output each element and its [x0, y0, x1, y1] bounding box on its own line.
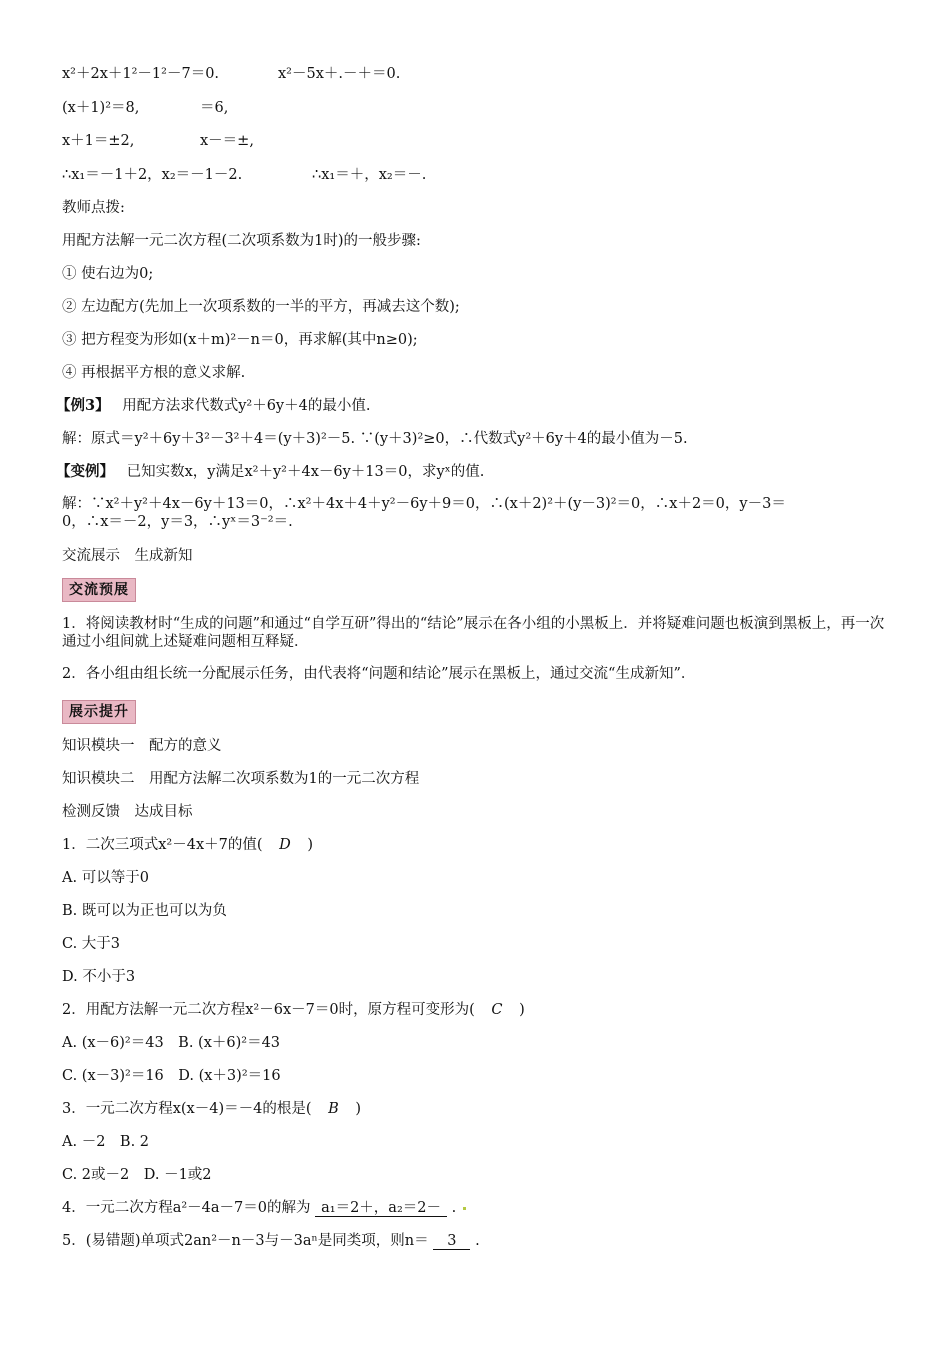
question-2-option-ab: A. (x－6)²＝43 B. (x＋6)²＝43 — [62, 1035, 281, 1051]
question-5-stem: 5．(易错题)单项式2an²－n－3与－3aⁿ是同类项，则n＝ — [62, 1233, 429, 1249]
question-2-stem: 2．用配方法解一元二次方程x²－6x－7＝0时，原方程可变形为( — [62, 1002, 475, 1018]
question-1-option-c: C. 大于3 — [62, 936, 121, 952]
question-2 — [62, 1000, 525, 1020]
question-3 — [62, 1099, 361, 1119]
question-1-option-d: D. 不小于3 — [62, 969, 136, 985]
example-3-solution: 解：原式＝y²＋6y＋3²－3²＋4＝(y＋3)²－5. ∵(y＋3)²≥0，∴代数式y²＋6y＋4的最小值为－5. — [62, 431, 688, 447]
check-heading: 检测反馈 达成目标 — [62, 804, 193, 820]
question-3-close: ) — [355, 1101, 362, 1117]
solution-right-line-4: ∴x₁＝＋，x₂＝－. — [312, 167, 427, 183]
question-5-answer-blank: 3 — [433, 1233, 470, 1250]
exchange-item-2: 2．各小组由组长统一分配展示任务，由代表将“问题和结论”展示在黑板上，通过交流“生成新知”． — [62, 666, 696, 682]
display-banner: 展示提升 — [62, 700, 136, 724]
teacher-heading: 教师点拨: — [62, 200, 125, 216]
question-1 — [62, 835, 313, 855]
question-2-answer: C — [491, 1002, 503, 1018]
question-1-stem: 1．二次三项式x²－4x＋7的值( — [62, 837, 263, 853]
solution-right-line-1: x²－5x＋.－＋＝0. — [278, 66, 401, 82]
example-3-tag: 【例3】 — [56, 397, 110, 414]
solution-left-line-3: x＋1＝±2, — [62, 133, 135, 149]
variant-solution-line-2: 0，∴x＝－2，y＝3，∴yˣ＝3⁻²＝. — [62, 514, 293, 530]
solution-left-line-1: x²＋2x＋1²－1²－7＝0. — [62, 66, 220, 82]
solution-right-line-2: ＝6, — [200, 100, 229, 116]
solution-left-line-2: (x＋1)²＝8, — [62, 100, 140, 116]
question-1-option-a: A. 可以等于0 — [62, 870, 149, 886]
exchange-item-1: 1．将阅读教材时“生成的问题”和通过“自学互研”得出的“结论”展示在各小组的小黑板上．并将疑难问题也板演到黑板上，再一次通过小组间就上述疑难问题相互释疑． — [62, 616, 885, 650]
question-5 — [62, 1231, 480, 1251]
exchange-banner: 交流预展 — [62, 578, 136, 602]
question-1-option-b: B. 既可以为正也可以为负 — [62, 903, 227, 919]
question-4-answer-blank: a₁＝2＋，a₂＝2－ — [315, 1200, 447, 1217]
teacher-step-2: ② 左边配方(先加上一次项系数的一半的平方，再减去这个数); — [62, 299, 460, 315]
teacher-step-4: ④ 再根据平方根的意义求解. — [62, 365, 246, 381]
solution-right-line-3: x－＝±, — [200, 133, 254, 149]
question-1-answer: D — [279, 837, 291, 853]
question-2-close: ) — [519, 1002, 525, 1018]
question-1-close: ) — [307, 837, 314, 853]
variant-question: 已知实数x，y满足x²＋y²＋4x－6y＋13＝0，求yˣ的值. — [126, 464, 485, 480]
question-3-answer: B — [328, 1101, 339, 1117]
marker-dot — [463, 1207, 466, 1210]
question-3-option-cd: C. 2或－2 D. －1或2 — [62, 1167, 212, 1183]
question-4 — [62, 1198, 466, 1218]
variant-solution-line-1: 解：∵x²＋y²＋4x－6y＋13＝0，∴x²＋4x＋4＋y²－6y＋9＝0，∴(x＋2)²＋(y－3)²＝0，∴x＋2＝0，y－3＝ — [62, 496, 786, 512]
question-5-end: . — [475, 1233, 480, 1249]
variant — [56, 462, 484, 482]
question-4-stem: 4．一元二次方程a²－4a－7＝0的解为 — [62, 1200, 311, 1216]
exchange-heading: 交流展示 生成新知 — [62, 548, 193, 564]
question-4-end: . — [451, 1200, 457, 1216]
example-3-question: 用配方法求代数式y²＋6y＋4的最小值. — [122, 398, 371, 414]
knowledge-module-1: 知识模块一 配方的意义 — [62, 738, 222, 754]
teacher-step-1: ① 使右边为0; — [62, 266, 154, 282]
question-3-stem: 3．一元二次方程x(x－4)＝－4的根是( — [62, 1101, 312, 1117]
question-2-option-cd: C. (x－3)²＝16 D. (x＋3)²＝16 — [62, 1068, 281, 1084]
example-3 — [56, 396, 370, 416]
teacher-intro: 用配方法解一元二次方程(二次项系数为1时)的一般步骤: — [62, 233, 421, 249]
variant-tag: 【变例】 — [56, 463, 114, 480]
solution-left-line-4: ∴x₁＝－1＋2，x₂＝－1－2. — [62, 167, 243, 183]
question-3-option-ab: A. －2 B. 2 — [62, 1134, 150, 1150]
teacher-step-3: ③ 把方程变为形如(x＋m)²－n＝0，再求解(其中n≥0); — [62, 332, 418, 348]
knowledge-module-2: 知识模块二 用配方法解二次项系数为1的一元二次方程 — [62, 771, 420, 787]
